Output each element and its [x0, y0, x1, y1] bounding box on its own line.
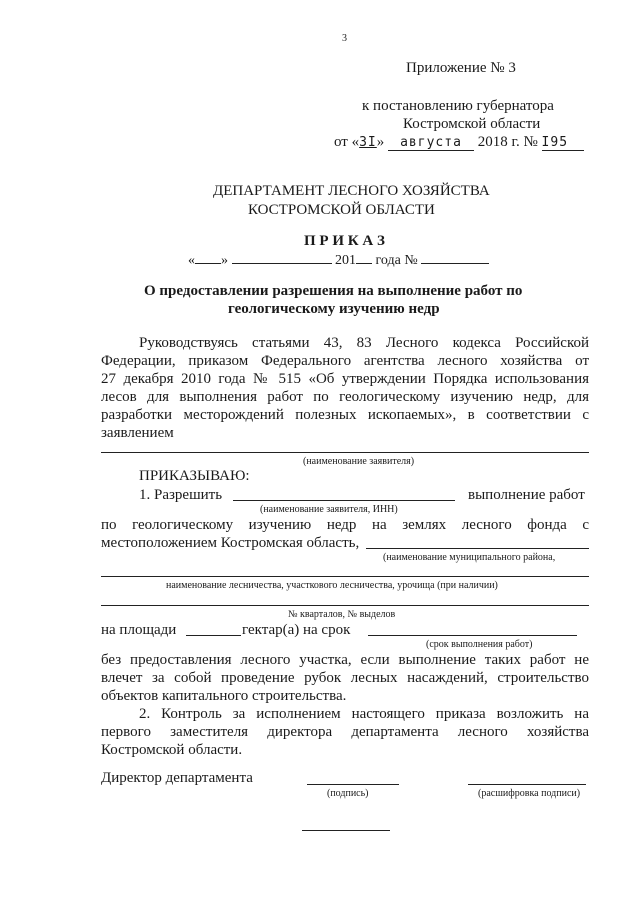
- signature-field[interactable]: [307, 784, 399, 785]
- item2-line2: первого заместителя директора департамента лесного хозяйства: [101, 724, 589, 740]
- tail-line2: влечет за собой проведение рубок лесных насаждений, строительство: [101, 670, 589, 686]
- area-field[interactable]: [186, 635, 241, 636]
- department-line1: ДЕПАРТАМЕНТ ЛЕСНОГО ХОЗЯЙСТВА: [213, 183, 490, 199]
- applicant-inn-field[interactable]: [233, 500, 455, 501]
- decoding-hint: (расшифровка подписи): [478, 788, 581, 799]
- applicant-hint: (наименование заявителя): [303, 456, 415, 467]
- department-line2: КОСТРОМСКОЙ ОБЛАСТИ: [248, 202, 435, 218]
- municipal-field[interactable]: [366, 548, 589, 549]
- date-prefix: от «: [334, 134, 360, 150]
- term-hint: (срок выполнения работ): [426, 639, 533, 650]
- appendix-number: I95: [542, 136, 584, 151]
- date-day: 3I: [359, 135, 377, 150]
- date-year-num: 2018 г. №: [477, 134, 538, 150]
- signature-hint: (подпись): [327, 788, 369, 799]
- tail-line1: без предоставления лесного участка, если выполнение таких работ не: [101, 652, 589, 668]
- area-start: на площади: [101, 622, 177, 638]
- applicant-inn-hint: (наименование заявителя, ИНН): [260, 504, 398, 515]
- closing-rule: [302, 830, 390, 831]
- subject-line1: О предоставлении разрешения на выполнение работ по: [144, 283, 523, 299]
- order-year-suffix: года №: [375, 253, 418, 268]
- order-date-open: «: [188, 253, 195, 268]
- date-mid: »: [376, 134, 385, 150]
- date-month: августа: [388, 136, 474, 151]
- location-line: местоположением Костромская область,: [101, 535, 360, 551]
- page-number: 3: [342, 33, 347, 44]
- preamble-line4: лесов для выполнения работ по геологическому изучению недр, для: [101, 389, 589, 405]
- decoding-field[interactable]: [468, 784, 586, 785]
- preamble-line2: Федерации, приказом Федерального агентства лесного хозяйства от: [101, 353, 589, 369]
- order-date-line: [188, 253, 489, 269]
- appendix-line1: к постановлению губернатора: [362, 98, 554, 114]
- order-word: ПРИКАЗЫВАЮ:: [139, 468, 250, 484]
- item2-line1: 2. Контроль за исполнением настоящего приказа возложить на: [139, 706, 589, 722]
- geo-line: по геологическому изучению недр на землях лесного фонда с: [101, 517, 589, 533]
- director-role: Директор департамента: [101, 770, 253, 786]
- appendix-date: [334, 134, 584, 151]
- forestry-field[interactable]: [101, 576, 589, 577]
- order-year: 201: [335, 253, 356, 268]
- item1-start: 1. Разрешить: [139, 487, 223, 503]
- appendix-line2: Костромской области: [403, 116, 541, 132]
- appendix-title: Приложение № 3: [406, 60, 516, 76]
- quarters-field[interactable]: [101, 605, 589, 606]
- tail-line3: объектов капитального строительства.: [101, 688, 347, 704]
- quarters-hint: № кварталов, № выделов: [288, 609, 396, 620]
- item1-end: выполнение работ: [468, 487, 585, 503]
- preamble-line3: 27 декабря 2010 года № 515 «Об утверждении Порядка использования: [101, 371, 589, 387]
- order-date-close: »: [221, 253, 228, 268]
- forestry-hint: наименование лесничества, участкового лесничества, урочища (при наличии): [166, 580, 498, 591]
- preamble-line6: заявлением: [101, 425, 174, 441]
- applicant-field[interactable]: [101, 452, 589, 453]
- preamble-line5: разработки месторождений полезных ископаемых», в соответствии с: [101, 407, 589, 423]
- item2-line3: Костромской области.: [101, 742, 243, 758]
- municipal-hint: (наименование муниципального района,: [383, 552, 556, 563]
- term-field[interactable]: [368, 635, 577, 636]
- area-unit: гектар(а) на срок: [242, 622, 351, 638]
- preamble-line1: Руководствуясь статьями 43, 83 Лесного кодекса Российской: [139, 335, 589, 351]
- order-title: П Р И К А З: [304, 233, 385, 249]
- subject-line2: геологическому изучению недр: [228, 301, 440, 317]
